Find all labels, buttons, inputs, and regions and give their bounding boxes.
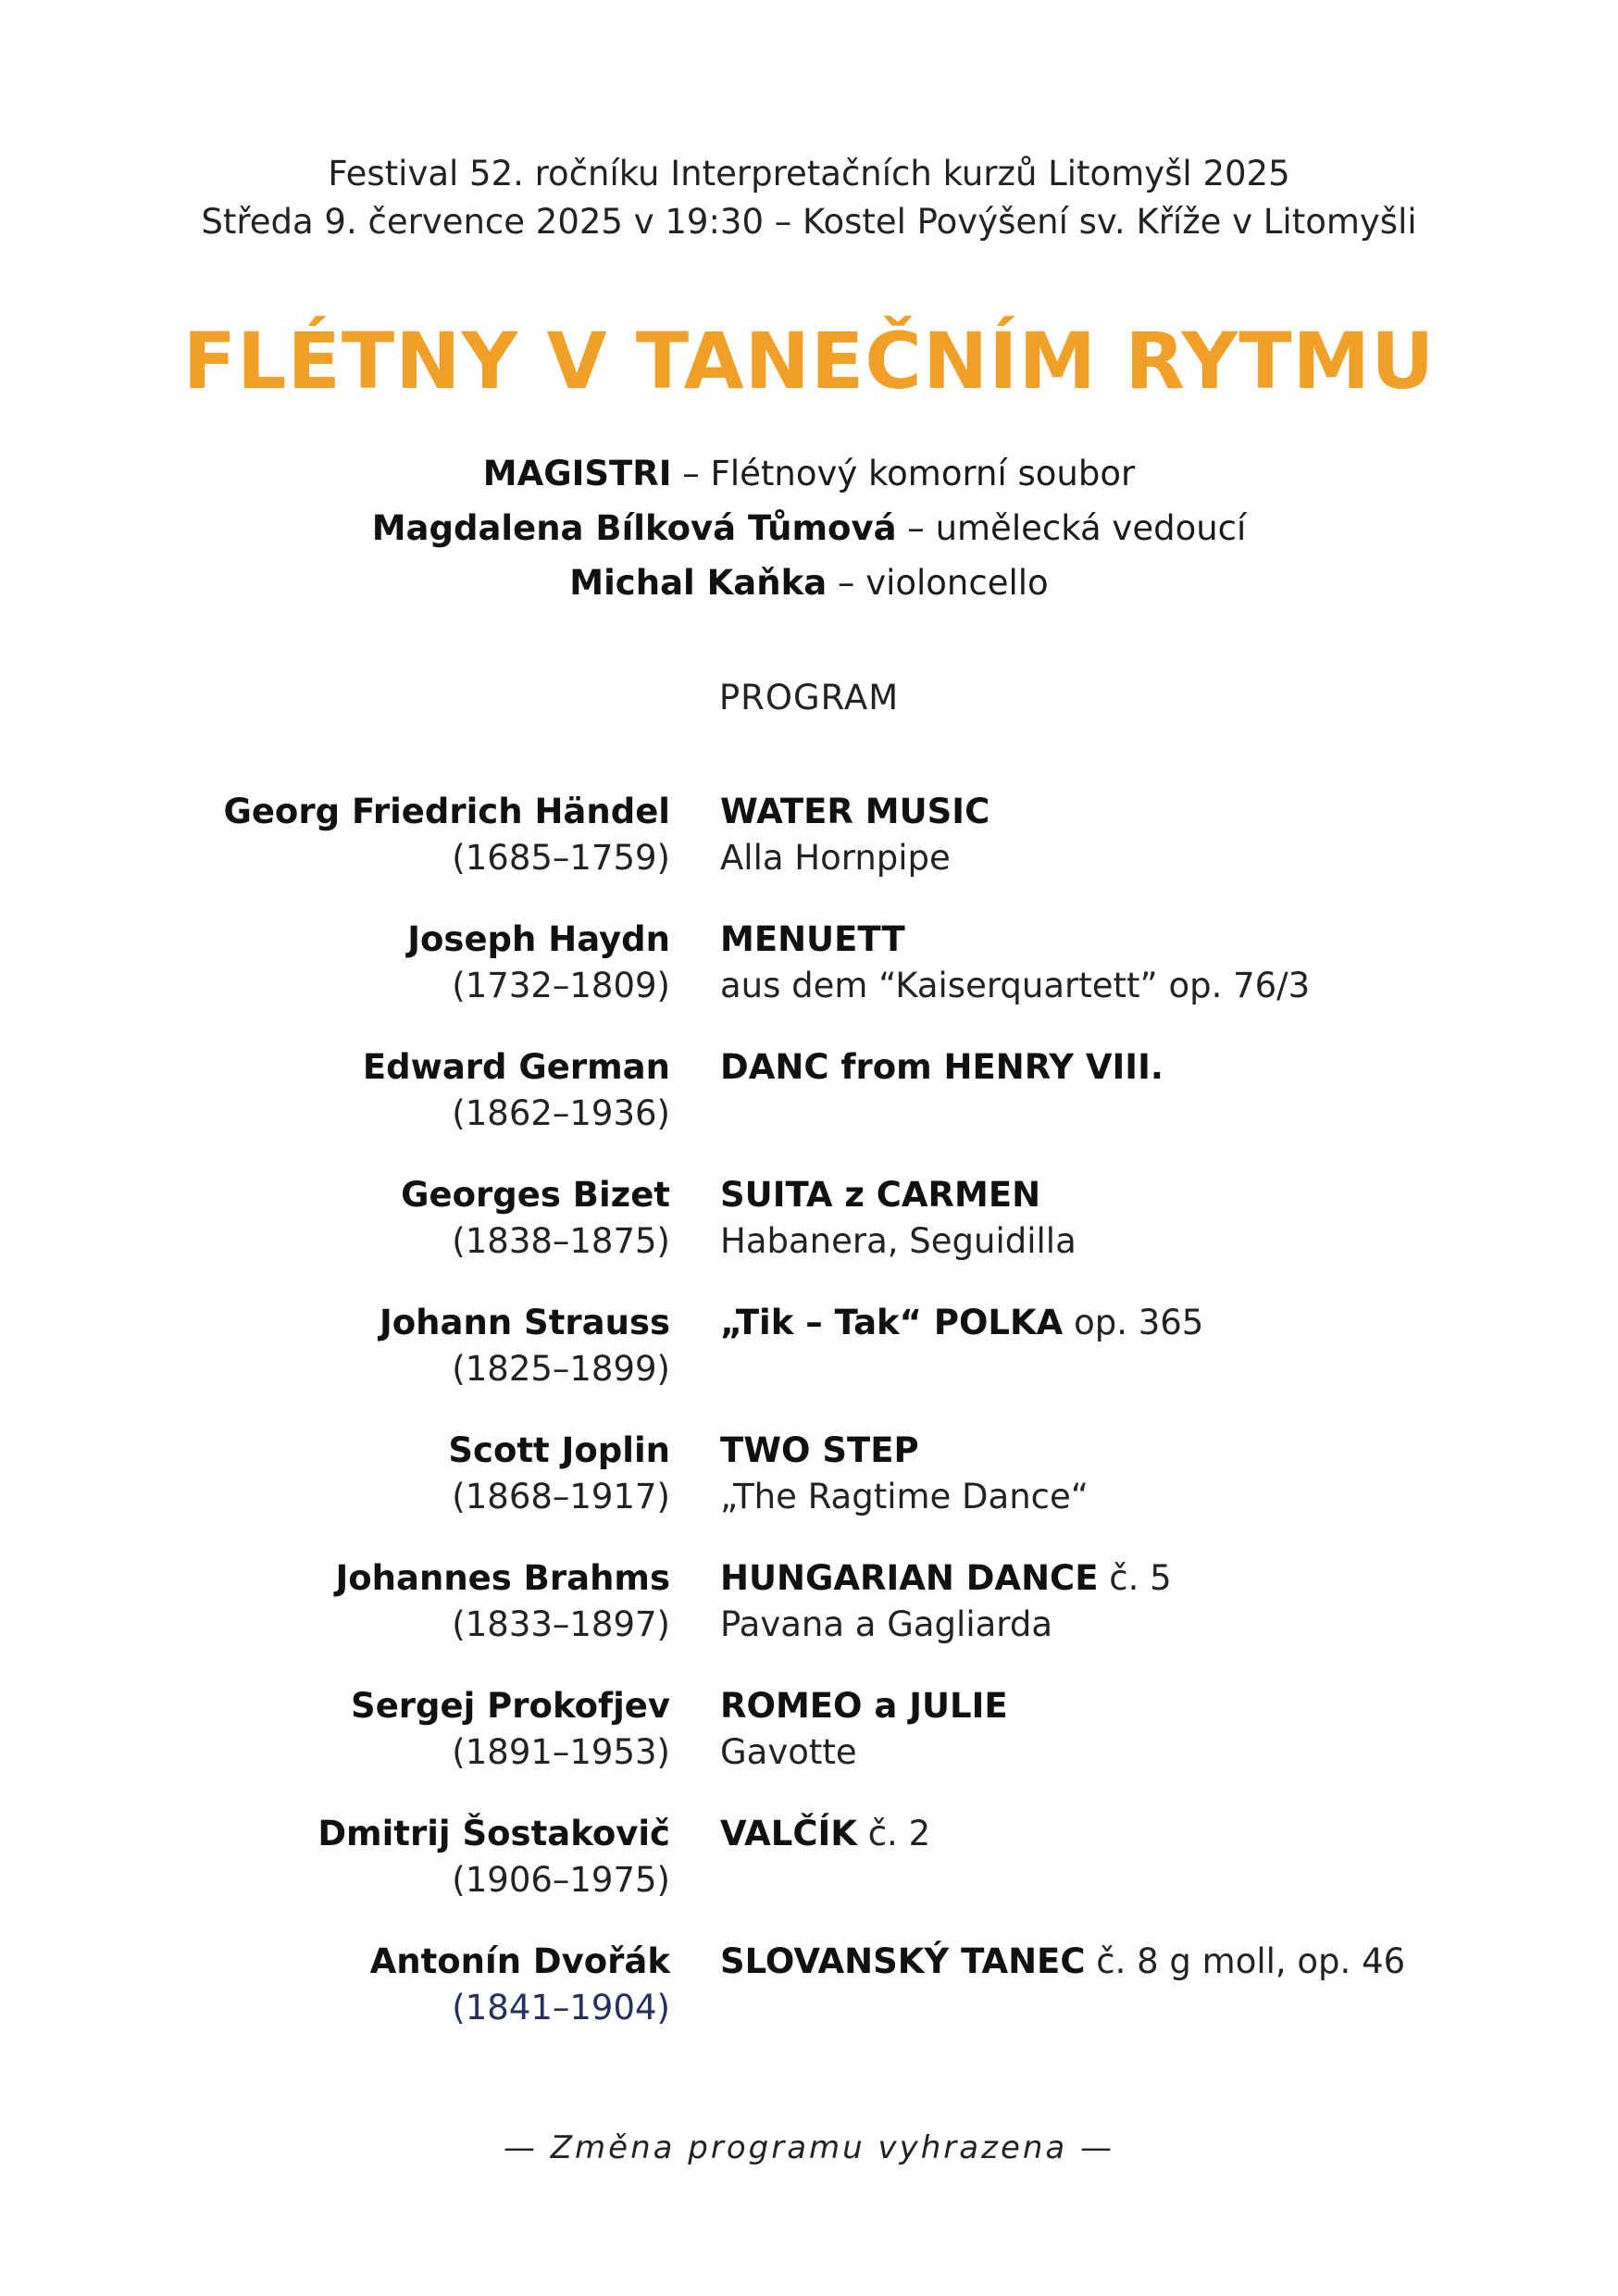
- program-list: [0, 789, 1618, 2066]
- composer-years: (1685–1759): [452, 838, 670, 878]
- composer-name: Georg Friedrich Händel: [223, 792, 670, 831]
- performer-name: Magdalena Bílková Tůmová: [371, 508, 897, 548]
- composer-block: [407, 917, 670, 1009]
- work-title-line: [720, 792, 989, 831]
- composer-name: Edward German: [362, 1047, 670, 1087]
- work-subtitle: aus dem “Kaiserquartett” op. 76/3: [720, 966, 1311, 1005]
- program-item: [0, 1555, 1618, 1683]
- program-item: [0, 917, 1618, 1044]
- work-subtitle: Gavotte: [720, 1732, 857, 1772]
- composer-years: (1825–1899): [452, 1349, 670, 1389]
- composer-years: (1841–1904): [452, 1988, 670, 2028]
- composer-name: Johannes Brahms: [335, 1558, 670, 1598]
- program-item: [0, 1428, 1618, 1555]
- composer-years: (1862–1936): [452, 1093, 670, 1133]
- work-subtitle: „The Ragtime Dance“: [720, 1477, 1089, 1516]
- work-number: op. 365: [1063, 1303, 1204, 1342]
- composer-years: (1906–1975): [452, 1860, 670, 1900]
- festival-line: Festival 52. ročníku Interpretačních kurzů Litomyšl 2025: [328, 154, 1290, 193]
- work-block: [720, 1428, 1089, 1520]
- work-title: VALČÍK: [720, 1814, 857, 1853]
- work-title-line: [720, 919, 905, 959]
- work-title-line: [720, 1175, 1040, 1215]
- composer-years: (1838–1875): [452, 1221, 670, 1261]
- work-block: [720, 917, 1310, 1009]
- concert-title: FLÉTNY V TANEČNÍM RYTMU: [182, 316, 1436, 406]
- work-block: [720, 1172, 1077, 1265]
- program-item: [0, 1811, 1618, 1939]
- work-title: DANC from HENRY VIII.: [720, 1047, 1164, 1087]
- composer-years: (1891–1953): [452, 1732, 670, 1772]
- composer-block: [363, 1044, 670, 1137]
- work-title-line: [720, 1686, 1008, 1726]
- program-heading: PROGRAM: [718, 678, 900, 718]
- composer-block: [448, 1428, 670, 1520]
- performer-role: – umělecká vedoucí: [896, 508, 1247, 548]
- composer-name: Scott Joplin: [448, 1430, 670, 1470]
- performers-list: [0, 446, 1618, 610]
- work-title: WATER MUSIC: [720, 792, 990, 831]
- program-item: [0, 1172, 1618, 1300]
- work-title-line: [720, 1303, 1203, 1342]
- work-title-line: [720, 1814, 930, 1853]
- performer-line: [0, 501, 1618, 555]
- work-title: ROMEO a JULIE: [720, 1686, 1008, 1726]
- work-title-line: [720, 1558, 1172, 1598]
- composer-block: [401, 1172, 670, 1265]
- work-title: SUITA z CARMEN: [720, 1175, 1041, 1215]
- work-title: TWO STEP: [720, 1430, 919, 1470]
- composer-name: Joseph Haydn: [407, 919, 670, 959]
- work-subtitle: Alla Hornpipe: [720, 838, 951, 878]
- performer-role: – Flétnový komorní soubor: [671, 454, 1136, 493]
- composer-name: Georges Bizet: [401, 1175, 670, 1215]
- composer-block: [370, 1939, 670, 2031]
- composer-block: [380, 1300, 670, 1392]
- composer-block: [223, 789, 670, 881]
- composer-block: [317, 1811, 670, 1903]
- program-item: [0, 789, 1618, 917]
- work-block: [720, 1811, 930, 1857]
- work-subtitle: Habanera, Seguidilla: [720, 1221, 1077, 1261]
- work-title: MENUETT: [720, 919, 905, 959]
- work-subtitle: Pavana a Gagliarda: [720, 1604, 1052, 1644]
- work-number: č. 5: [1098, 1558, 1172, 1598]
- date-venue-line: Středa 9. července 2025 v 19:30 – Kostel Povýšení sv. Kříže v Litomyšli: [201, 202, 1417, 242]
- work-block: [720, 1555, 1172, 1648]
- performer-role: – violoncello: [827, 563, 1049, 603]
- program-change-notice: — Změna programu vyhrazena —: [503, 2129, 1115, 2166]
- performer-line: [0, 555, 1618, 610]
- performer-name: MAGISTRI: [482, 454, 672, 493]
- work-block: [720, 1683, 1008, 1776]
- work-title: SLOVANSKÝ TANEC: [720, 1941, 1086, 1981]
- work-block: [720, 1939, 1405, 1985]
- program-item: [0, 1300, 1618, 1428]
- composer-years: (1868–1917): [452, 1477, 670, 1516]
- composer-name: Sergej Prokofjev: [351, 1686, 670, 1726]
- composer-years: (1833–1897): [452, 1604, 670, 1644]
- work-block: [720, 1300, 1203, 1346]
- program-item: [0, 1044, 1618, 1172]
- composer-block: [335, 1555, 670, 1648]
- work-number: č. 8 g moll, op. 46: [1085, 1941, 1406, 1981]
- composer-years: (1732–1809): [452, 966, 670, 1005]
- work-block: [720, 789, 989, 881]
- program-item: [0, 1683, 1618, 1811]
- work-title: „Tik – Tak“ POLKA: [720, 1303, 1064, 1342]
- work-title-line: [720, 1430, 919, 1470]
- composer-name: Dmitrij Šostakovič: [317, 1814, 670, 1853]
- performer-line: [0, 446, 1618, 501]
- composer-block: [351, 1683, 670, 1776]
- program-item: [0, 1939, 1618, 2066]
- work-number: č. 2: [856, 1814, 931, 1853]
- work-block: [720, 1044, 1164, 1091]
- work-title-line: [720, 1047, 1164, 1087]
- composer-name: Antonín Dvořák: [369, 1941, 670, 1981]
- concert-header: [0, 150, 1618, 246]
- work-title: HUNGARIAN DANCE: [720, 1558, 1099, 1598]
- performer-name: Michal Kaňka: [569, 563, 828, 603]
- composer-name: Johann Strauss: [380, 1303, 670, 1342]
- work-title-line: [720, 1941, 1405, 1981]
